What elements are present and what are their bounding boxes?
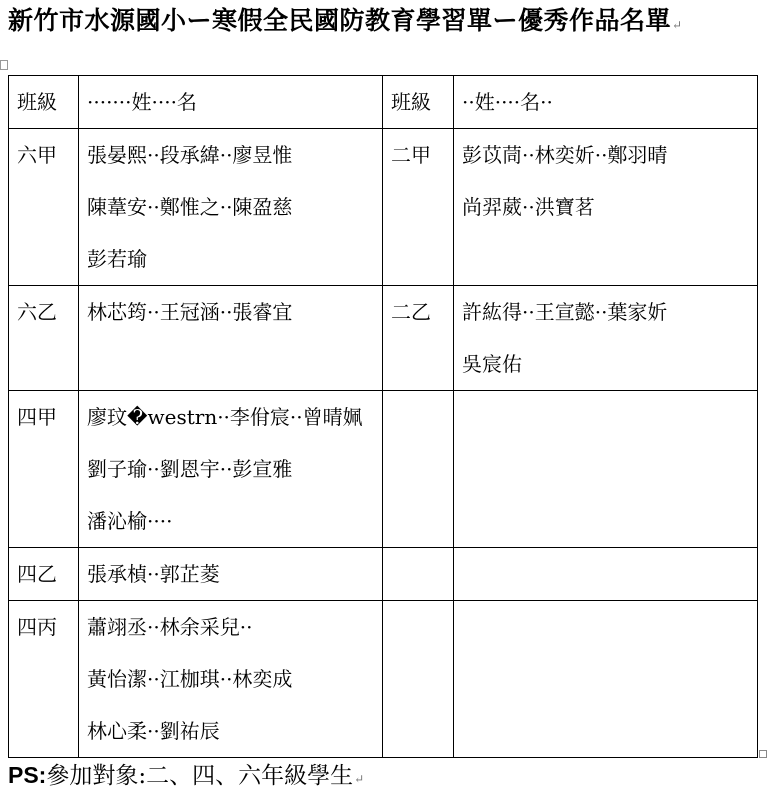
names-cell-left: [79, 391, 383, 548]
document-title: [8, 4, 683, 42]
name-line: 張晏熙··段承緯··廖昱惟: [87, 143, 293, 167]
header-name-left-label: ·······姓····名: [87, 90, 197, 114]
table-row: [9, 548, 758, 601]
class-cell-left: [9, 129, 79, 286]
table-move-handle-icon[interactable]: [0, 60, 8, 70]
class-cell-left: [9, 548, 79, 601]
table-row: [9, 391, 758, 548]
class-cell-left: [9, 391, 79, 548]
class-cell-right: [383, 548, 454, 601]
paragraph-mark-icon: ↵: [672, 18, 683, 32]
name-line: 林心柔··劉祐辰: [87, 719, 220, 743]
name-line: 彭苡茼··林奕妡··鄭羽晴: [462, 143, 668, 167]
name-line: 林芯筠··王冠涵··張睿宜: [87, 300, 293, 324]
header-class-right-label: 班級: [391, 90, 431, 114]
name-line: 劉子瑜··劉恩宇··彭宣雅: [87, 457, 293, 481]
paragraph-mark-icon: ↵: [354, 772, 365, 786]
header-class-left: [9, 76, 79, 129]
class-label: 四丙: [17, 615, 57, 639]
name-line: 黃怡潔··江枷琪··林奕成: [87, 667, 293, 691]
header-name-right: [454, 76, 758, 129]
title-text: 新竹市水源國小ー寒假全民國防教育學習單ー優秀作品名單: [8, 6, 672, 35]
name-line: 吳宸佑: [462, 352, 522, 376]
names-cell-left: [79, 286, 383, 391]
name-line: 張承楨··郭芷菱: [87, 562, 220, 586]
ps-note: [8, 758, 364, 796]
class-cell-left: [9, 286, 79, 391]
name-line: 尚羿葳··洪寶茗: [462, 195, 595, 219]
class-cell-right: [383, 129, 454, 286]
table-header-row: [9, 76, 758, 129]
header-class-left-label: 班級: [17, 90, 57, 114]
names-cell-right: [454, 286, 758, 391]
name-line: 蕭翊丞··林余采兒··: [87, 615, 253, 639]
class-cell-right: [383, 601, 454, 758]
class-label: 二甲: [391, 143, 431, 167]
class-cell-right: [383, 391, 454, 548]
class-label: 四甲: [17, 405, 57, 429]
header-class-right: [383, 76, 454, 129]
class-label: 四乙: [17, 562, 57, 586]
class-cell-right: [383, 286, 454, 391]
names-cell-right: [454, 601, 758, 758]
names-cell-right: [454, 391, 758, 548]
names-cell-left: [79, 548, 383, 601]
class-label: 六甲: [17, 143, 57, 167]
name-line: 潘沁榆····: [87, 509, 173, 533]
header-name-right-label: ··姓····名··: [462, 90, 553, 114]
table-row: [9, 129, 758, 286]
names-cell-right: [454, 548, 758, 601]
name-line: 許紘得··王宣懿··葉家妡: [462, 300, 668, 324]
name-line: 陳葦安··鄭惟之··陳盈慈: [87, 195, 293, 219]
names-cell-right: [454, 129, 758, 286]
table-row: [9, 601, 758, 758]
ps-text: 參加對象:二、四、六年級學生: [46, 763, 354, 789]
class-label: 二乙: [391, 300, 431, 324]
class-label: 六乙: [17, 300, 57, 324]
ps-label: PS:: [8, 762, 47, 788]
name-line: 廖玟�westrn··李佾宸··曾晴姵: [87, 405, 363, 429]
table-resize-handle-icon[interactable]: [759, 750, 767, 758]
names-cell-left: [79, 601, 383, 758]
name-line: 彭若瑜: [87, 247, 147, 271]
table-row: [9, 286, 758, 391]
header-name-left: [79, 76, 383, 129]
names-cell-left: [79, 129, 383, 286]
honor-roll-table: [8, 75, 758, 758]
class-cell-left: [9, 601, 79, 758]
